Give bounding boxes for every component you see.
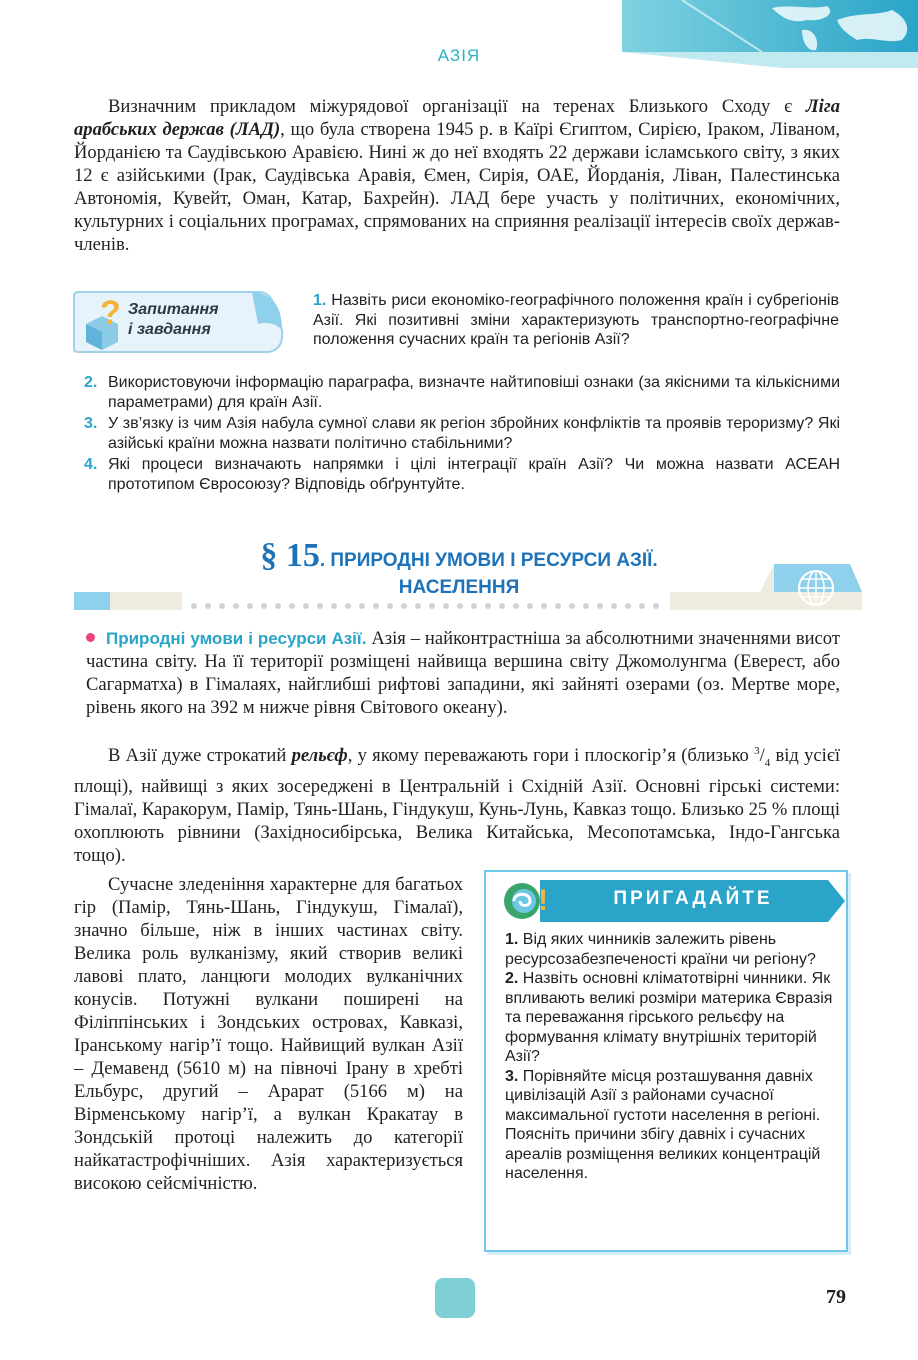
section-number: § 15: [260, 537, 320, 574]
paragraph-volcanism: Сучасне зледеніння характерне для багатьох гір (Памір, Тянь-Шань, Гіндукуш, Гімалаї), значно більше, ніж в інших частинах світу. Велика роль вулканізму, який створив великі лавові плато, ланцюги молодих вулканічних конусів. Потужні вулкани поширені на Філіппінських і Зондських островах, Кавказі, Іранському нагір’ї тощо. Найвищий вулкан Азії – Демавенд (5610 м) на півночі Ірану в хребті Ельбурс, другий – Арарат (5166 м) на Вірменському нагір’ї, а вулкан Кракатау в Зондській протоці належить до категорії найкатастрофічніших. Азія характеризується високою сейсмічністю.: [74, 874, 463, 1194]
intro-text-after: , що була створена 1945 р. в Каїрі Єгиптом, Сирією, Іраком, Ліваном, Йорданією та Саудівською Аравією. Нині ж до неї входять 22 держави ісламського світу, з яких 12 є азійськими (Ірак, Саудівська Аравія, Ємен, Сирія, ОАЕ, Йорданія, Ліван, Палестинська Автономія, Кувейт, Оман, Катар, Бахрейн). ЛАД бере участь у політичних, економічних, культурних і соціальних програмах, спрямованих на сприяння реалізації інтересів своїх держав-членів.: [74, 119, 840, 255]
page-tab-marker: [435, 1278, 475, 1318]
remember-number: 3.: [505, 1067, 519, 1085]
remember-text: Назвіть основні кліматотвірні чинники. Як впливають великі розміри материка Євразія та переважання гірського рельєфу на формування клімату внутрішніх територій Азії?: [505, 970, 833, 1065]
page-number: 79: [826, 1286, 846, 1308]
badge-line-2: і завдання: [128, 321, 211, 338]
paragraph-text: , у якому переважають гори і плоскогір’я (близько: [347, 745, 755, 767]
paragraph-text: від усієї площі), найвищі з яких зосереджені в Центральній і Східній Азії. Основні гірські системи: Гімалаї, Каракорум, Памір, Тянь-Шань, Гіндукуш, Кунь-Лунь, Кавказ тощо. Близько 25 % площі охоплюють рівнини (Західносибірська, Велика Китайська, Месопотамська, Індо-Гангська тощо).: [74, 745, 840, 866]
question-item: [84, 373, 840, 412]
question-mark-icon: [80, 294, 124, 350]
question-number: 4.: [84, 456, 98, 473]
remember-number: 1.: [505, 931, 519, 948]
svg-text:?: ?: [100, 294, 121, 332]
paragraph-natural-conditions: [86, 627, 840, 719]
svg-text:!: !: [538, 884, 548, 917]
question-item: [313, 291, 839, 350]
section-title-line-2: НАСЕЛЕННЯ: [398, 577, 520, 598]
question-text: Назвіть риси економіко-географічного положення країн і субрегіонів Азії. Які позитивні зміни характеризують транспортно-географічне положення сучасних країн та регіонів Азії?: [313, 292, 839, 348]
remember-item: [505, 969, 845, 1067]
fraction-denominator: 4: [764, 756, 771, 769]
question-number: 3.: [84, 415, 98, 432]
paragraph-text: Азія – найконтрастніша за абсолютними значеннями висот частина світу. На її території розміщені найвища вершина світу Джомолунгма (Еверест, або Сагарматха) в Гімалаях, найглибші рифтові западини, які зайняті озерами (оз. Мертве море, рівень якого на 392 м нижче рівня Світового океану).: [86, 628, 840, 718]
remember-list: [505, 930, 845, 1184]
badge-line-1: Запитання: [128, 301, 219, 318]
intro-paragraph: [74, 95, 840, 256]
remember-item: [505, 1067, 845, 1184]
section-title: [0, 537, 918, 599]
remember-item: [505, 930, 845, 969]
question-item: [84, 414, 840, 453]
remember-text: Від яких чинників залежить рівень ресурсозабезпеченості країни чи регіону?: [505, 931, 816, 968]
paragraph-text: В Азії дуже строкатий: [108, 745, 292, 767]
question-text: Використовуючи інформацію параграфа, визначте найтиповіші ознаки (за якісними та кількісними параметрами) для країн Азії.: [108, 374, 840, 411]
intro-text-before: Визначним прикладом міжурядової організації на теренах Близького Сходу є: [108, 96, 806, 117]
relief-term: рельєф: [291, 745, 348, 767]
chapter-header: АЗІЯ: [437, 46, 481, 65]
remember-text: Порівняйте місця розташування давніх цивілізацій Азії з районами сучасної максимальної густоти населення в регіоні. Поясніть причини збігу давніх і сучасних ареалів розміщення великих концентрацій населення.: [505, 1067, 821, 1182]
intro-term: Ліга арабських держав (ЛАД): [74, 96, 840, 140]
question-text: У зв’язку із чим Азія набула сумної слави як регіон збройних конфліктів та проявів тероризму? Які азійські країни можна назвати політично стабільними?: [108, 415, 840, 452]
section-title-line-1: . ПРИРОДНІ УМОВИ І РЕСУРСИ АЗІЇ.: [319, 550, 658, 571]
question-number: 1.: [313, 292, 327, 309]
questions-badge-label: [128, 300, 248, 340]
question-number: 2.: [84, 374, 98, 391]
fraction-numerator: 3: [754, 745, 760, 757]
remember-number: 2.: [505, 970, 519, 987]
paragraph-relief: В Азії дуже строкатий рельєф, у якому переважають гори і плоскогір’я (близько $^3/_4$ від усієї площі), найвищі з яких зосереджені в Центральній і Східній Азії. Основні гірські системи: Гімалаї, Каракорум, Памір, Тянь-Шань, Гіндукуш, Кунь-Лунь, Кавказ тощо. Близько 25 % площі охоплюють рівнини (Західносибірська, Велика Китайська, Месопотамська, Індо-Гангська тощо).: [74, 745, 840, 866]
question-text: Які процеси визначають напрямки і цілі інтеграції країн Азії? Чи можна назвати АСЕАН прототипом Євросоюзу? Відповідь обґрунтуйте.: [108, 456, 840, 493]
paragraph-lead: Природні умови і ресурси Азії.: [106, 629, 367, 648]
question-list: [84, 373, 840, 496]
question-item: [84, 455, 840, 494]
remember-title: ПРИГАДАЙТЕ: [613, 888, 773, 909]
